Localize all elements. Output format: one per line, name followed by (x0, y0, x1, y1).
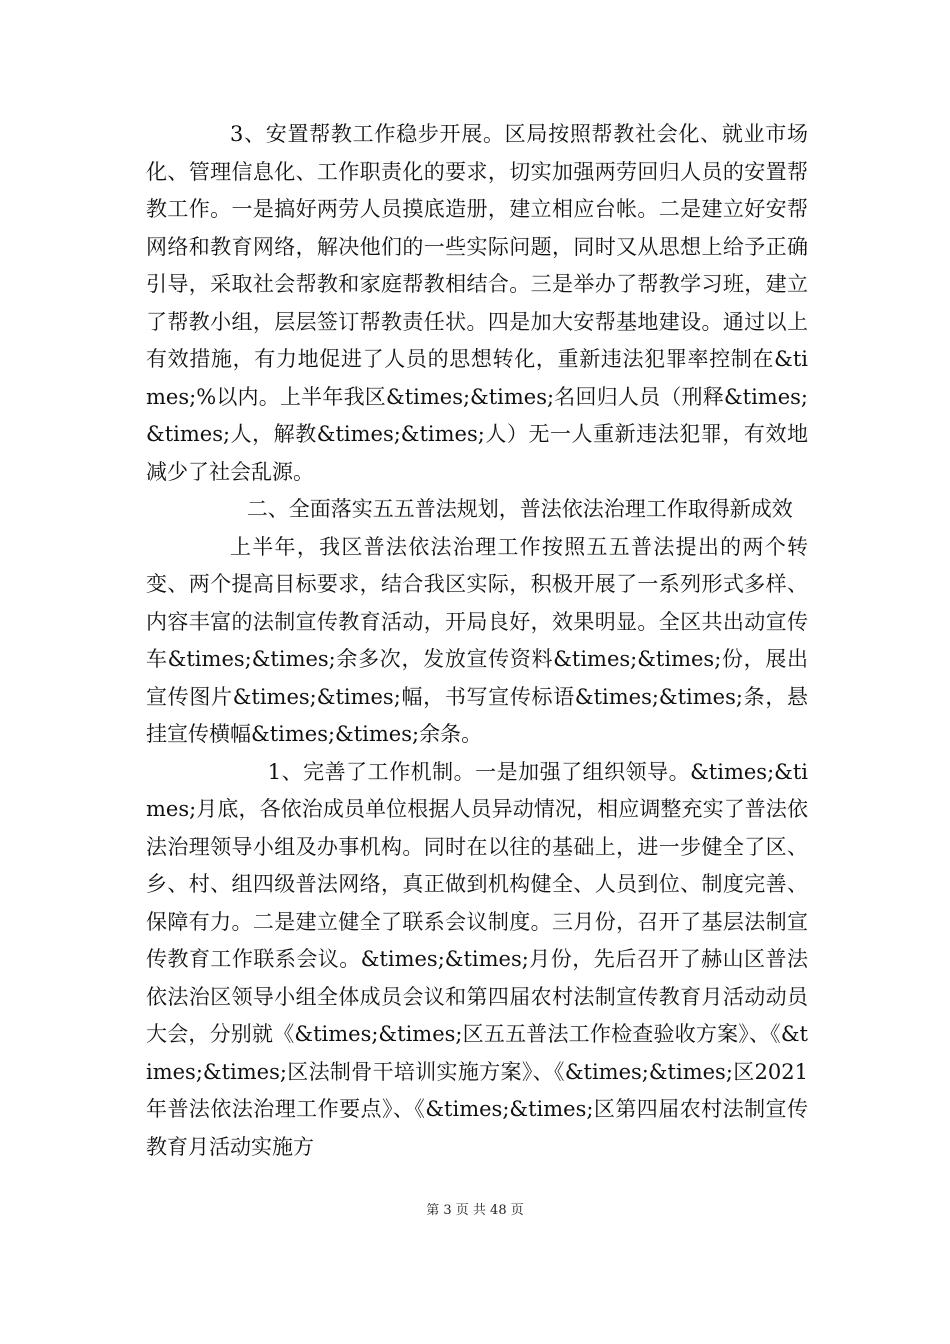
section-heading-legal-education: 二、全面落实五五普法规划，普法依法治理工作取得新成效 (246, 497, 793, 521)
page-footer (0, 1202, 950, 1220)
page-number-label: 第 3 页 共 48 页 (426, 1203, 524, 1218)
document-body (146, 116, 808, 1166)
paragraph-first-half-summary: 上半年，我区普法依法治理工作按照五五普法提出的两个转变、两个提高目标要求，结合我区实际，积极开展了一系列形式多样、内容丰富的法制宣传教育活动，开局良好，效果明显。全区共出动宣传车&times;&times;余多次，发放宣传资料&times;&times;份，展出宣传图片&times;&times;幅，书写宣传标语&times;&times;条，悬挂宣传横幅&times;&times;余条。 (146, 534, 808, 746)
paragraph-resettlement-assistance: 3、安置帮教工作稳步开展。区局按照帮教社会化、就业市场化、管理信息化、工作职责化的要求，切实加强两劳回归人员的安置帮教工作。一是搞好两劳人员摸底造册，建立相应台帐。二是建立好安帮网络和教育网络，解决他们的一些实际问题，同时又从思想上给予正确引导，采取社会帮教和家庭帮教相结合。三是举办了帮教学习班，建立了帮教小组，层层签订帮教责任状。四是加大安帮基地建设。通过以上有效措施，有力地促进了人员的思想转化，重新违法犯罪率控制在&times;%以内。上半年我区&times;&times;名回归人员（刑释&times;&times;人，解教&times;&times;人）无一人重新违法犯罪，有效地减少了社会乱源。 (146, 122, 808, 484)
paragraph-work-mechanism: 1、完善了工作机制。一是加强了组织领导。&times;&times;月底，各依治成员单位根据人员异动情况，相应调整充实了普法依法治理领导小组及办事机构。同时在以往的基础上，进一步健全了区、乡、村、组四级普法网络，真正做到机构健全、人员到位、制度完善、保障有力。二是建立健全了联系会议制度。三月份，召开了基层法制宣传教育工作联系会议。&times;&times;月份，先后召开了赫山区普法依法治区领导小组全体成员会议和第四届农村法制宣传教育月活动动员大会，分别就《&times;&times;区五五普法工作检查验收方案》、《&times;&times;区法制骨干培训实施方案》、《&times;&times;区2021年普法依法治理工作要点》、《&times;&times;区第四届农村法制宣传教育月活动实施方 (146, 759, 808, 1159)
